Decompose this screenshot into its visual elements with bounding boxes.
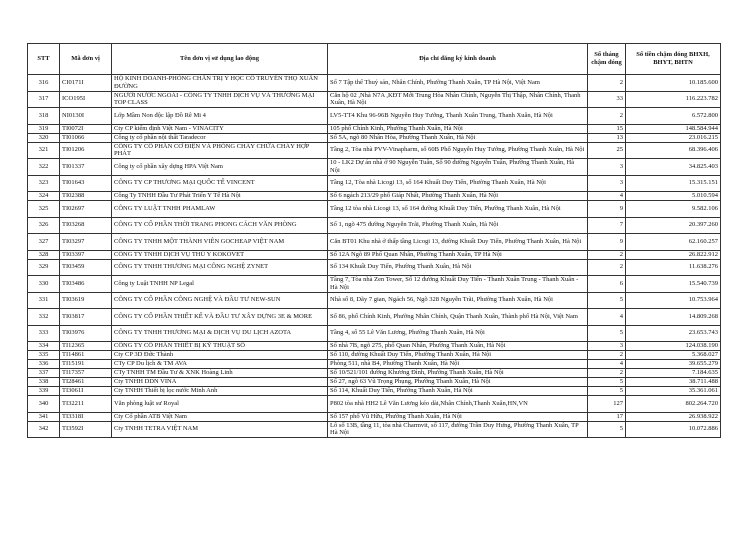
cell-stt: 340 (28, 396, 60, 413)
cell-code: TI17357 (60, 369, 112, 378)
cell-code: TI03817 (60, 309, 112, 326)
cell-code: TI02388 (60, 192, 112, 201)
cell-code: TI3592I (60, 421, 112, 438)
cell-amount: 26.938.922 (626, 412, 721, 421)
cell-address: Số 134 Khuất Duy Tiến, Phường Thanh Xuân, Hà Nội (328, 259, 588, 276)
cell-stt: 342 (28, 421, 60, 438)
cell-name: CÔNG TY CỔ PHẦN CƠ ĐIỆN VÀ PHÒNG CHÁY CHỮA CHÁY HỢP PHÁT (112, 142, 328, 159)
cell-code: NI0130I (60, 108, 112, 125)
cell-name: CÔNG TY TNHH DỊCH VỤ THÚ Y KOKOVET (112, 250, 328, 259)
cell-months: 5 (588, 387, 626, 396)
table-row (28, 108, 721, 125)
cell-months: 4 (588, 309, 626, 326)
cell-stt: 328 (28, 250, 60, 259)
cell-address: Tầng 4, số 55 Lê Văn Lương, Phường Thanh Xuân, Hà Nội (328, 325, 588, 342)
cell-months: 4 (588, 192, 626, 201)
cell-months: 2 (588, 75, 626, 92)
cell-code: TI0072I (60, 124, 112, 133)
cell-code: TI03619 (60, 292, 112, 309)
cell-address: Căn hộ 02 ,Nhà N7A ,KĐT Mới Trung Hòa Nhân Chính, Nguyễn Thị Thập, Nhân Chính, Thanh Xuân, Hà Nội (328, 91, 588, 108)
cell-amount: 9.582.106 (626, 201, 721, 218)
cell-stt: 318 (28, 108, 60, 125)
table-row (28, 387, 721, 396)
cell-months: 2 (588, 259, 626, 276)
cell-address: Số 27, ngõ 63 Vũ Trọng Phụng, Phường Thanh Xuân, Hà Nội (328, 378, 588, 387)
cell-code: ICO195I (60, 91, 112, 108)
cell-code: TI03459 (60, 259, 112, 276)
cell-amount: 26.822.912 (626, 250, 721, 259)
cell-amount: 23.016.215 (626, 133, 721, 142)
cell-months: 33 (588, 91, 626, 108)
table-row (28, 342, 721, 351)
cell-amount: 62.160.257 (626, 234, 721, 251)
cell-months: 4 (588, 360, 626, 369)
cell-amount: 14.809.268 (626, 309, 721, 326)
cell-address: Số 114, Khuất Duy Tiến, Phường Thanh Xuân, Hà Nội (328, 387, 588, 396)
table-row (28, 234, 721, 251)
cell-months: 7 (588, 217, 626, 234)
cell-stt: 337 (28, 369, 60, 378)
cell-address: Lô số 13B, tầng 11, tòa nhà Charmvit, số 117, đường Trần Duy Hưng, Phường Thanh Xuân, TP Hà Nội (328, 421, 588, 438)
table-row (28, 412, 721, 421)
table-row (28, 91, 721, 108)
cell-address: Tầng 2, Tòa nhà PVV-Vinapharm, số 60B Phố Nguyễn Huy Tưởng, Phường Thanh Xuân, Hà Nội (328, 142, 588, 159)
cell-months: 2 (588, 250, 626, 259)
table-row (28, 378, 721, 387)
cell-name: CÔNG TY CỔ PHẦN THỜI TRANG PHONG CÁCH VĂN PHÒNG (112, 217, 328, 234)
cell-name: CÔNG TY TNHH THƯƠNG MẠI & DỊCH VỤ DU LỊCH AZOTA (112, 325, 328, 342)
header-code: Mã đơn vị (60, 44, 112, 75)
table-row (28, 175, 721, 192)
cell-name: Cty CP kiểm định Việt Nam - VINACITY (112, 124, 328, 133)
cell-amount: 15.540.739 (626, 276, 721, 293)
cell-name: Cty Cổ phần ATB Việt Nam (112, 412, 328, 421)
cell-amount: 10.185.600 (626, 75, 721, 92)
cell-address: 10 - LK2 Dự án nhà ở 90 Nguyễn Tuân, Số 90 đường Nguyễn Tuân, Phường Thanh Xuân, Hà Nội (328, 159, 588, 176)
cell-name: Văn phòng luật sư Royal (112, 396, 328, 413)
cell-address: Phòng 511, nhà B4, Phường Thanh Xuân, Hà Nội (328, 360, 588, 369)
cell-name: HỘ KINH DOANH-PHÒNG CHẨN TRỊ Y HỌC CỔ TRUYỀN THỌ XUÂN ĐƯỜNG (112, 75, 328, 92)
cell-code: TI01066 (60, 133, 112, 142)
cell-amount: 5.010.594 (626, 192, 721, 201)
table-header-row (28, 44, 721, 75)
header-address: Địa chỉ đăng ký kinh doanh (328, 44, 588, 75)
cell-address: Tầng 7, Tòa nhà Zen Tower, Số 12 đường Khuất Duy Tiến - Thanh Xuân Trung - Thanh Xuân - Hà Nội (328, 276, 588, 293)
cell-address: Số 157 phố Vũ Hữu, Phường Thanh Xuân, Hà Nội (328, 412, 588, 421)
cell-stt: 336 (28, 360, 60, 369)
cell-code: TI01337 (60, 159, 112, 176)
cell-address: Nhà số 8, Dãy 7 gian, Ngách 56, Ngõ 328 Nguyễn Trãi, Phường Thanh Xuân, Hà Nội (328, 292, 588, 309)
cell-name: Cty TNHH TETRA VIỆT NAM (112, 421, 328, 438)
table-row (28, 133, 721, 142)
cell-months: 6 (588, 276, 626, 293)
cell-name: CTy TNHH TM Đầu Tư & XNK Hoàng Linh (112, 369, 328, 378)
cell-amount: 148.584.944 (626, 124, 721, 133)
cell-code: TI03268 (60, 217, 112, 234)
cell-amount: 38.711.488 (626, 378, 721, 387)
cell-address: Tầng 12, Tòa nhà Licogi 13, số 164 Khuất Duy Tiến, Phường Thanh Xuân, Hà Nội (328, 175, 588, 192)
cell-code: TI01206 (60, 142, 112, 159)
cell-name: NGƯỜI NƯỚC NGOÀI - CÔNG TY TNHH DỊCH VỤ VÀ THƯƠNG MẠI TOP CLASS (112, 91, 328, 108)
cell-amount: 7.184.635 (626, 369, 721, 378)
cell-stt: 339 (28, 387, 60, 396)
cell-months: 3 (588, 175, 626, 192)
header-name: Tên đơn vị sử dụng lao động (112, 44, 328, 75)
table-row (28, 396, 721, 413)
cell-stt: 331 (28, 292, 60, 309)
cell-code: TI03486 (60, 276, 112, 293)
cell-name: Lớp Mầm Non độc lập Đồ Rê Mi 4 (112, 108, 328, 125)
cell-name: Công Ty TNHH Đầu Tư Phát Triển Y Tế Hà Nội (112, 192, 328, 201)
cell-address: Tầng 12 tòa nhà Licogi 13, số 164 đường Khuất Duy Tiến, Phường Thanh Xuân, Hà Nội (328, 201, 588, 218)
cell-stt: 319 (28, 124, 60, 133)
table-row (28, 142, 721, 159)
table-row (28, 369, 721, 378)
cell-code: TI02697 (60, 201, 112, 218)
cell-stt: 334 (28, 342, 60, 351)
cell-amount: 20.397.260 (626, 217, 721, 234)
cell-months: 9 (588, 201, 626, 218)
cell-months: 15 (588, 124, 626, 133)
table-row (28, 124, 721, 133)
table-row (28, 421, 721, 438)
cell-address: Số 12A Ngõ 89 Phố Quan Nhân, Phường Thanh Xuân, TP Hà Nội (328, 250, 588, 259)
cell-name: CÔNG TY CỔ PHẦN THIẾT BỊ KỸ THUẬT SỐ (112, 342, 328, 351)
cell-months: 127 (588, 396, 626, 413)
cell-stt: 320 (28, 133, 60, 142)
table-row (28, 201, 721, 218)
cell-months: 3 (588, 342, 626, 351)
table-row (28, 217, 721, 234)
cell-amount: 5.368.027 (626, 351, 721, 360)
cell-stt: 330 (28, 276, 60, 293)
cell-address: P802 tòa nhà HH2 Lê Văn Lương kéo dài,Nhân Chính,Thanh Xuân,HN,VN (328, 396, 588, 413)
cell-name: Công ty cổ phần nội thất Taradecor (112, 133, 328, 142)
cell-stt: 332 (28, 309, 60, 326)
cell-stt: 327 (28, 234, 60, 251)
cell-address: Số 6 ngách 213/29 phố Giáp Nhất, Phường Thanh Xuân, Hà Nội (328, 192, 588, 201)
cell-months: 5 (588, 421, 626, 438)
cell-code: TI3318I (60, 412, 112, 421)
table-row (28, 325, 721, 342)
cell-address: Số nhà 7B, ngõ 275, phố Quan Nhân, Phường Thanh Xuân, Hà Nội (328, 342, 588, 351)
table-row (28, 276, 721, 293)
cell-amount: 39.655.279 (626, 360, 721, 369)
table-row (28, 192, 721, 201)
cell-months: 5 (588, 378, 626, 387)
cell-months: 2 (588, 351, 626, 360)
table-row (28, 351, 721, 360)
cell-stt: 316 (28, 75, 60, 92)
cell-stt: 335 (28, 351, 60, 360)
table-row (28, 309, 721, 326)
cell-stt: 323 (28, 175, 60, 192)
cell-name: Cty TNHH Thiết bị lọc nước Minh Anh (112, 387, 328, 396)
cell-stt: 325 (28, 201, 60, 218)
cell-name: CÔNG TY CỔ PHẦN CÔNG NGHỆ VÀ ĐẦU TƯ NEW-SUN (112, 292, 328, 309)
cell-months: 13 (588, 133, 626, 142)
cell-amount: 6.572.800 (626, 108, 721, 125)
cell-code: TI03297 (60, 234, 112, 251)
cell-code: TI14861 (60, 351, 112, 360)
cell-code: TI15191 (60, 360, 112, 369)
cell-months: 17 (588, 412, 626, 421)
cell-code: TI28461 (60, 378, 112, 387)
cell-address: Số 10/521/101 đường Khương Đình, Phường Thanh Xuân, Hà Nội (328, 369, 588, 378)
cell-months: 2 (588, 369, 626, 378)
cell-stt: 329 (28, 259, 60, 276)
cell-code: TI32211 (60, 396, 112, 413)
cell-stt: 322 (28, 159, 60, 176)
cell-amount: 68.396.406 (626, 142, 721, 159)
cell-code: TI3061I (60, 387, 112, 396)
cell-name: CÔNG TY LUẬT TNHH PHAMLAW (112, 201, 328, 218)
cell-address: Căn BT01 Khu nhà ở thấp tầng Licogi 13, đường Khuất Duy Tiến, Phường Thanh Xuân, Hà Nội (328, 234, 588, 251)
cell-amount: 802.264.720 (626, 396, 721, 413)
cell-stt: 338 (28, 378, 60, 387)
cell-months: 5 (588, 292, 626, 309)
cell-stt: 341 (28, 412, 60, 421)
table-row (28, 360, 721, 369)
table-row (28, 75, 721, 92)
cell-amount: 10.072.886 (626, 421, 721, 438)
cell-name: CÔNG TY TNHH THƯƠNG MẠI CÔNG NGHỆ ZYNET (112, 259, 328, 276)
cell-address: Số 7 Tập thể Thuỷ sản, Nhân Chính, Phường Thanh Xuân, TP Hà Nội, Việt Nam (328, 75, 588, 92)
cell-months: 5 (588, 325, 626, 342)
table-row (28, 259, 721, 276)
cell-stt: 321 (28, 142, 60, 159)
cell-stt: 324 (28, 192, 60, 201)
cell-months: 2 (588, 108, 626, 125)
cell-address: LV5-TT4 Khu 96-96B Nguyễn Huy Tưởng, Thanh Xuân Trung, Thanh Xuân, Hà Nội (328, 108, 588, 125)
cell-amount: 35.361.061 (626, 387, 721, 396)
cell-name: CÔNG TY CỔ PHẦN THIẾT KẾ VÀ ĐẦU TƯ XÂY DỰNG 3E & MORE (112, 309, 328, 326)
cell-amount: 23.653.743 (626, 325, 721, 342)
cell-name: Công ty cổ phần xây dựng HPA Việt Nam (112, 159, 328, 176)
cell-code: TI03397 (60, 250, 112, 259)
cell-name: CÔNG TY CP THƯƠNG MẠI QUỐC TẾ VINCENT (112, 175, 328, 192)
cell-address: 105 phố Chính Kinh, Phường Thanh Xuân, Hà Nội (328, 124, 588, 133)
cell-amount: 116.223.782 (626, 91, 721, 108)
cell-address: Số 1, ngõ 475 đường Nguyễn Trãi, Phường Thanh Xuân, Hà Nội (328, 217, 588, 234)
cell-code: TI01643 (60, 175, 112, 192)
cell-code: CI0171I (60, 75, 112, 92)
arrears-table (27, 43, 721, 438)
cell-name: CTy CP Du lịch & TM AVA (112, 360, 328, 369)
cell-stt: 326 (28, 217, 60, 234)
cell-name: Cty TNHH DDN VINA (112, 378, 328, 387)
table-row (28, 250, 721, 259)
cell-name: CÔNG TY TNHH MỘT THÀNH VIÊN GOCHEAP VIỆT NAM (112, 234, 328, 251)
cell-address: Số 110, đường Khuất Duy Tiến, Phường Thanh Xuân, Hà Nội (328, 351, 588, 360)
table-row (28, 292, 721, 309)
cell-address: Số 86, phố Chính Kinh, Phường Nhân Chính, Quận Thanh Xuân, Thành phố Hà Nội, Việt Nam (328, 309, 588, 326)
cell-code: TI03976 (60, 325, 112, 342)
header-stt: STT (28, 44, 60, 75)
table-body (28, 75, 721, 438)
cell-months: 3 (588, 159, 626, 176)
cell-amount: 11.638.276 (626, 259, 721, 276)
table-row (28, 159, 721, 176)
cell-amount: 124.038.190 (626, 342, 721, 351)
cell-address: Số 5A, ngõ 80 Nhân Hòa, Phường Thanh Xuân, Hà Nội (328, 133, 588, 142)
cell-name: Cty CP 3D Đức Thành (112, 351, 328, 360)
cell-months: 9 (588, 234, 626, 251)
cell-stt: 317 (28, 91, 60, 108)
header-amount: Số tiền chậm đóng BHXH, BHYT, BHTN (626, 44, 721, 75)
cell-stt: 333 (28, 325, 60, 342)
header-months: Số tháng chậm đóng (588, 44, 626, 75)
cell-amount: 10.753.964 (626, 292, 721, 309)
cell-amount: 34.825.403 (626, 159, 721, 176)
cell-name: Công ty Luật TNHH NP Legal (112, 276, 328, 293)
cell-amount: 15.315.151 (626, 175, 721, 192)
cell-months: 25 (588, 142, 626, 159)
cell-code: TI12365 (60, 342, 112, 351)
